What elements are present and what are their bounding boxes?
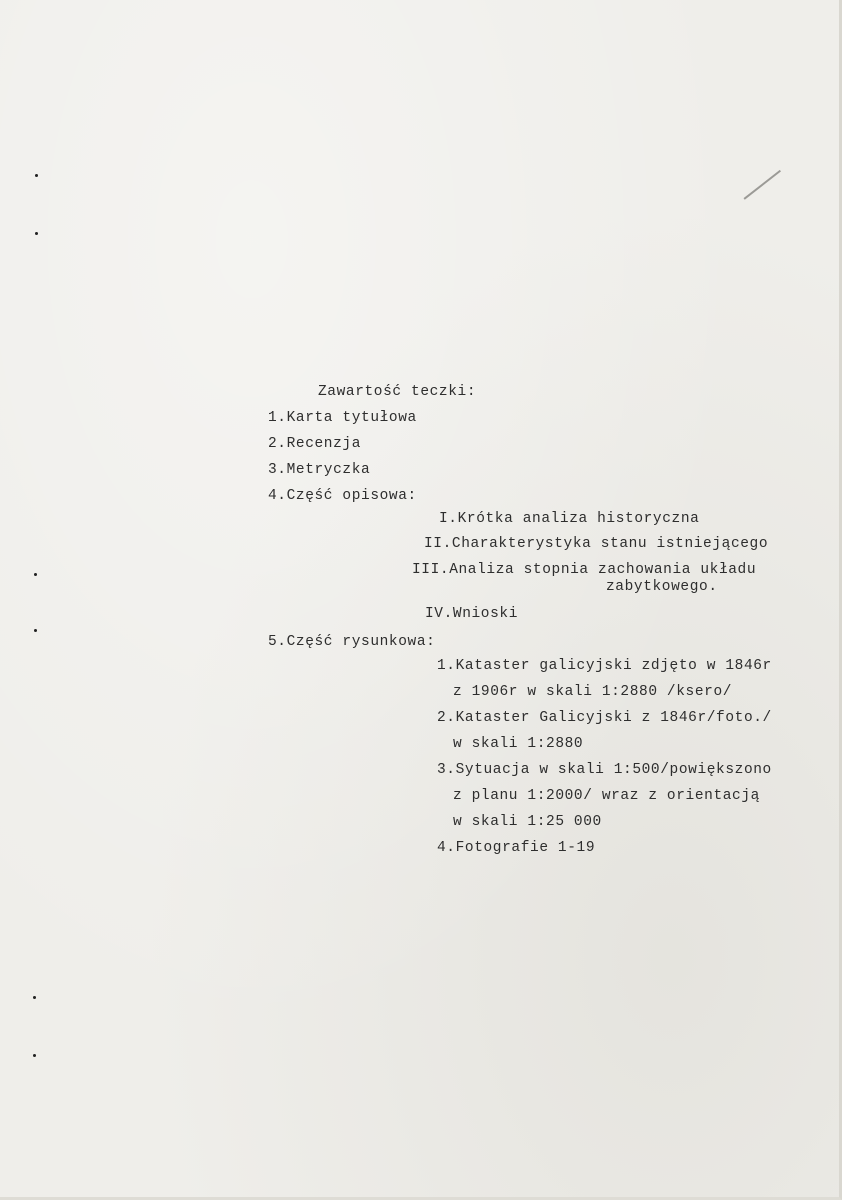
contents-subitem: 3.Sytuacja w skali 1:500/powiększono [437, 762, 772, 778]
contents-subitem-continuation: zabytkowego. [606, 579, 718, 595]
contents-item: 5.Część rysunkowa: [268, 634, 436, 650]
contents-item: 3.Metryczka [268, 462, 371, 478]
contents-subitem: II.Charakterystyka stanu istniejącego [424, 536, 769, 552]
binder-hole-dot [35, 174, 38, 177]
contents-subitem-continuation: z planu 1:2000/ wraz z orientacją [453, 788, 760, 804]
contents-subitem-continuation: z 1906r w skali 1:2880 /ksero/ [453, 684, 733, 700]
contents-subitem-continuation: w skali 1:2880 [453, 736, 584, 752]
contents-subitem: 1.Kataster galicyjski zdjęto w 1846r [437, 658, 772, 674]
contents-subitem: IV.Wnioski [425, 606, 519, 622]
binder-hole-dot [35, 232, 38, 235]
contents-subitem: III.Analiza stopnia zachowania układu [412, 562, 757, 578]
contents-item: 4.Część opisowa: [268, 488, 417, 504]
contents-subitem-continuation: w skali 1:25 000 [453, 814, 602, 830]
binder-hole-dot [34, 573, 37, 576]
binder-hole-dot [33, 1054, 36, 1057]
contents-item: 2.Recenzja [268, 436, 362, 452]
contents-subitem: 2.Kataster Galicyjski z 1846r/foto./ [437, 710, 772, 726]
contents-item: 1.Karta tytułowa [268, 410, 417, 426]
binder-hole-dot [33, 996, 36, 999]
contents-heading: Zawartość teczki: [318, 384, 477, 400]
contents-subitem: I.Krótka analiza historyczna [439, 511, 700, 527]
pencil-mark [744, 170, 781, 200]
binder-hole-dot [34, 629, 37, 632]
contents-subitem: 4.Fotografie 1-19 [437, 840, 596, 856]
